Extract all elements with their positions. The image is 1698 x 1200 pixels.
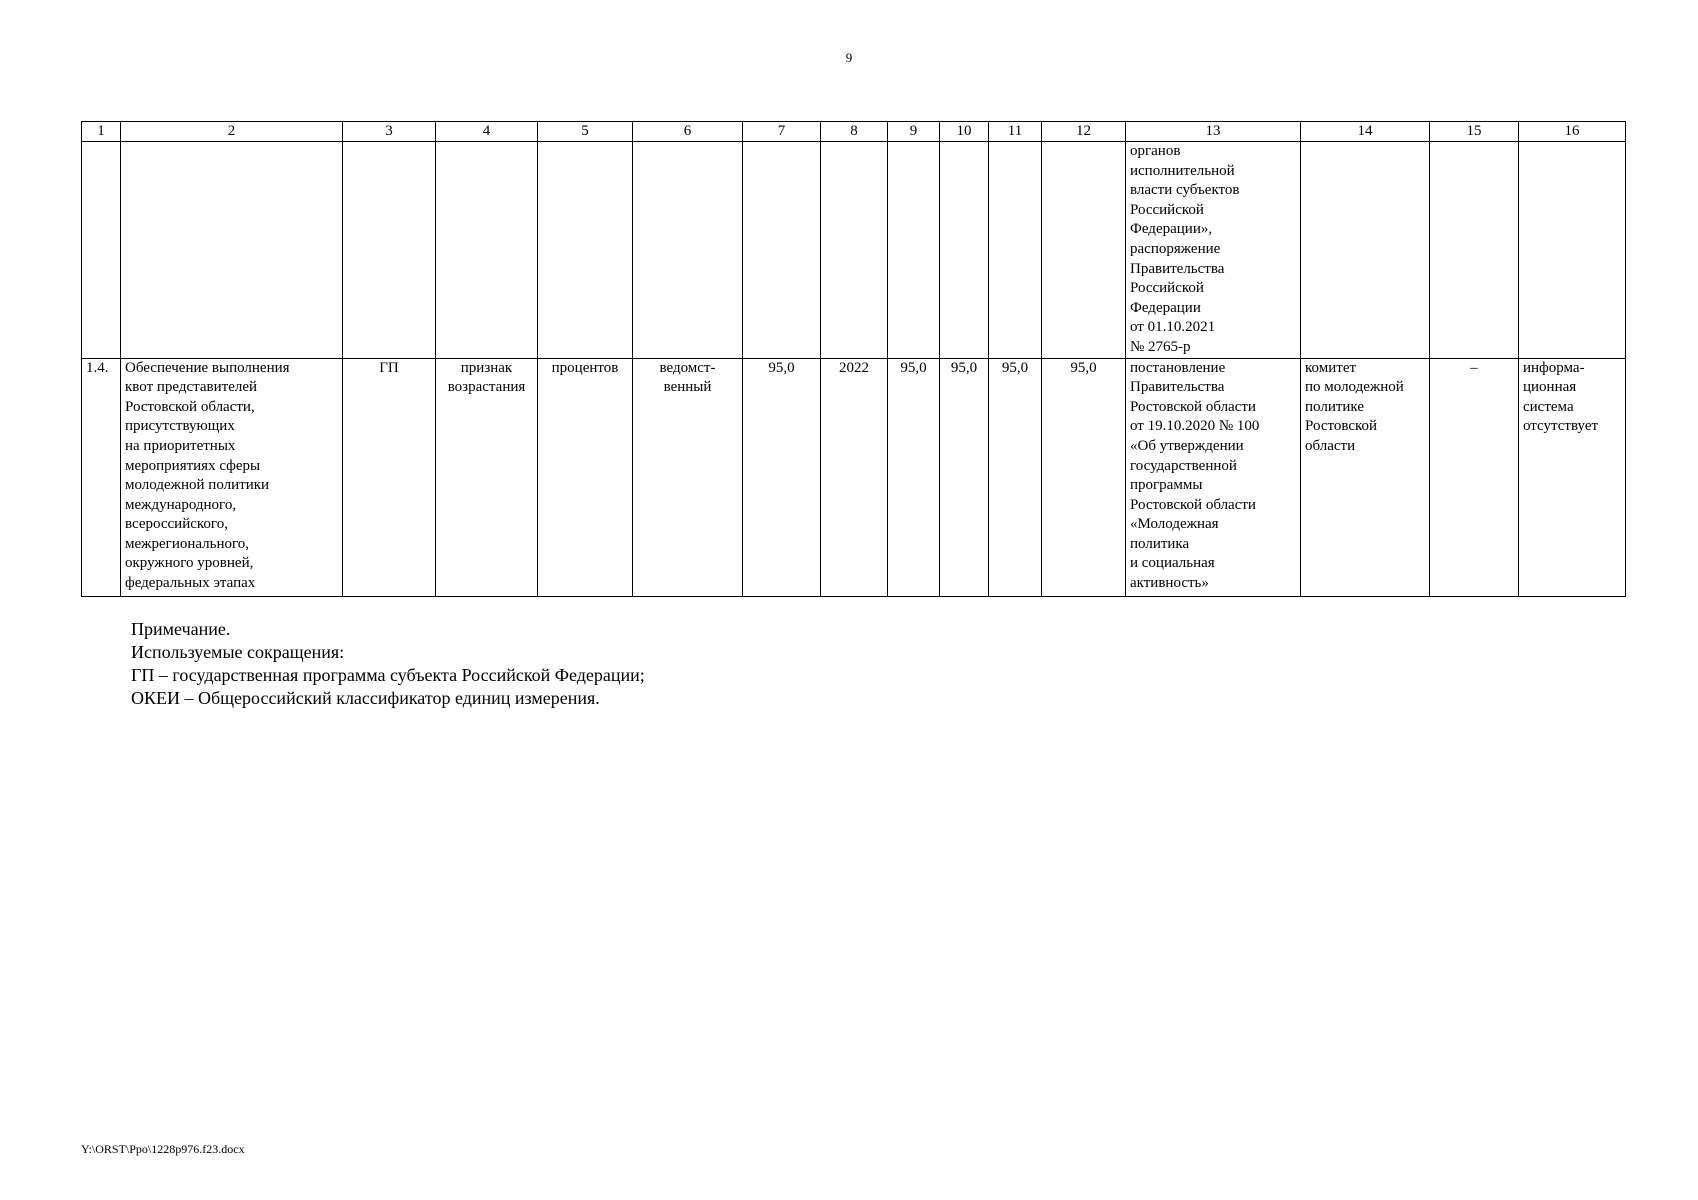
indicator-name: Обеспечение выполнения квот представителей Ростовской области, присутствующих на приоритетных мероприятиях сферы молодежной политики международного, всероссийского, межрегионального, окружного уровней, федеральных этапах [121, 358, 343, 596]
cell [743, 142, 821, 359]
cell [1519, 142, 1626, 359]
value-col-9: 95,0 [888, 358, 940, 596]
responsible-body: комитет по молодежной политике Ростовской области [1301, 358, 1430, 596]
col-header-13: 13 [1126, 122, 1301, 142]
base-year: 2022 [821, 358, 888, 596]
col-15-value: – [1430, 358, 1519, 596]
col-header-9: 9 [888, 122, 940, 142]
col-header-7: 7 [743, 122, 821, 142]
col-header-12: 12 [1042, 122, 1126, 142]
trend-sign: признак возрастания [436, 358, 538, 596]
note-title: Примечание. [131, 619, 231, 639]
col-header-2: 2 [121, 122, 343, 142]
cell [121, 142, 343, 359]
col-header-8: 8 [821, 122, 888, 142]
cell [1042, 142, 1126, 359]
col-header-4: 4 [436, 122, 538, 142]
row-number: 1.4. [82, 358, 121, 596]
cell [436, 142, 538, 359]
cell [1301, 142, 1430, 359]
col-header-11: 11 [989, 122, 1042, 142]
cell [888, 142, 940, 359]
col-header-14: 14 [1301, 122, 1430, 142]
col-header-1: 1 [82, 122, 121, 142]
cell [633, 142, 743, 359]
note-block [131, 618, 645, 710]
table-row-1-4 [82, 358, 1626, 596]
col-header-3: 3 [343, 122, 436, 142]
cell [821, 142, 888, 359]
continuation-row [82, 142, 1626, 359]
indicator-type: ведомст- венный [633, 358, 743, 596]
cell [343, 142, 436, 359]
column-number-row [82, 122, 1626, 142]
value-col-12: 95,0 [1042, 358, 1126, 596]
col-header-15: 15 [1430, 122, 1519, 142]
legal-basis: постановление Правительства Ростовской области от 19.10.2020 № 100 «Об утверждении государственной программы Ростовской области «Молодежная политика и социальная активность» [1126, 358, 1301, 596]
col-header-10: 10 [940, 122, 989, 142]
abbreviation-okei: ОКЕИ – Общероссийский классификатор единиц измерения. [131, 688, 600, 708]
col-header-6: 6 [633, 122, 743, 142]
cell [1430, 142, 1519, 359]
value-col-11: 95,0 [989, 358, 1042, 596]
file-path-footer: Y:\ORST\Ppo\1228p976.f23.docx [81, 1142, 245, 1156]
cell [538, 142, 633, 359]
cell [82, 142, 121, 359]
information-system: информа- ционная система отсутствует [1519, 358, 1626, 596]
program-level: ГП [343, 358, 436, 596]
abbreviations-header: Используемые сокращения: [131, 642, 345, 662]
value-col-10: 95,0 [940, 358, 989, 596]
legal-basis-continuation: органов исполнительной власти субъектов Российской Федерации», распоряжение Правительства Российской Федерации от 01.10.2021 № 2765-р [1126, 142, 1301, 359]
unit: процентов [538, 358, 633, 596]
cell [989, 142, 1042, 359]
col-header-5: 5 [538, 122, 633, 142]
abbreviation-gp: ГП – государственная программа субъекта Российской Федерации; [131, 665, 645, 685]
indicators-table [81, 121, 1626, 597]
page-number: 9 [845, 50, 853, 65]
cell [940, 142, 989, 359]
base-value: 95,0 [743, 358, 821, 596]
col-header-16: 16 [1519, 122, 1626, 142]
